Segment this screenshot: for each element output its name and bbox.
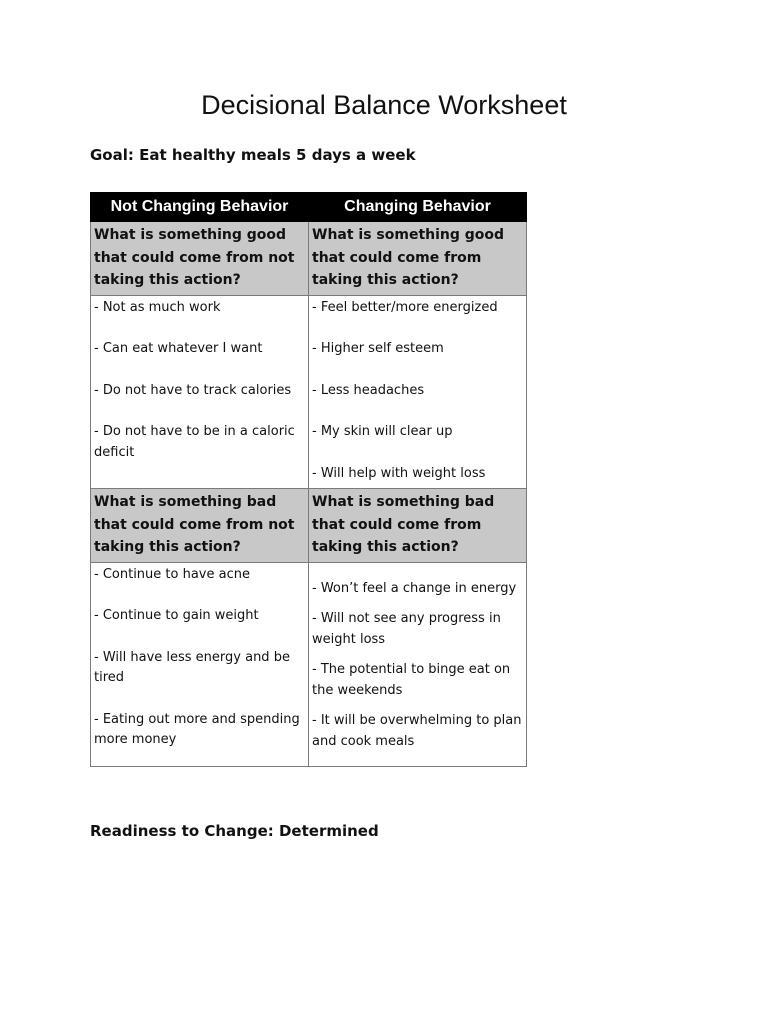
bad-items-row [91, 562, 527, 767]
good-items-row [91, 295, 527, 489]
list-item: - Continue to gain weight [94, 608, 259, 623]
list-item: - Will have less energy and be tired [94, 649, 290, 685]
list-item: - Won’t feel a change in energy [312, 580, 517, 596]
bad-question-not-changing: What is something bad that could come from not taking this action? [91, 489, 309, 563]
bad-items-not-changing [91, 562, 309, 767]
list-item: - Do not have to track calories [94, 382, 292, 398]
page-title: Decisional Balance Worksheet [201, 90, 567, 120]
list-item: - Do not have to be in a caloric deficit [94, 424, 295, 460]
header-not-changing: Not Changing Behavior [91, 193, 309, 222]
good-items-not-changing [91, 295, 309, 489]
list-item: - It will be overwhelming to plan and cook meals [312, 713, 522, 749]
bad-question-changing: What is something bad that could come from taking this action? [309, 489, 527, 563]
list-item: - Less headaches [312, 382, 425, 398]
list-item: - Will help with weight loss [312, 465, 486, 481]
bad-question-row [91, 489, 527, 563]
header-changing: Changing Behavior [309, 193, 527, 222]
list-item: - Continue to have acne [94, 566, 250, 582]
list-item: - Not as much work [94, 299, 221, 315]
list-item: - Eating out more and spending more money [94, 711, 300, 747]
header-row [91, 193, 527, 222]
bad-items-changing [309, 562, 527, 767]
goal-text: Goal: Eat healthy meals 5 days a week [90, 146, 416, 164]
list-item: - My skin will clear up [312, 424, 453, 439]
good-question-not-changing: What is something good that could come from not taking this action? [91, 222, 309, 296]
list-item: - The potential to binge eat on the weekends [312, 662, 511, 698]
readiness-text: Readiness to Change: Determined [90, 822, 379, 840]
list-item: - Can eat whatever I want [94, 341, 263, 356]
decisional-balance-table [90, 192, 527, 767]
list-item: - Will not see any progress in weight loss [312, 611, 501, 647]
good-items-changing [309, 295, 527, 489]
good-question-changing: What is something good that could come from taking this action? [309, 222, 527, 296]
good-question-row [91, 222, 527, 296]
list-item: - Higher self esteem [312, 341, 444, 356]
list-item: - Feel better/more energized [312, 299, 498, 315]
